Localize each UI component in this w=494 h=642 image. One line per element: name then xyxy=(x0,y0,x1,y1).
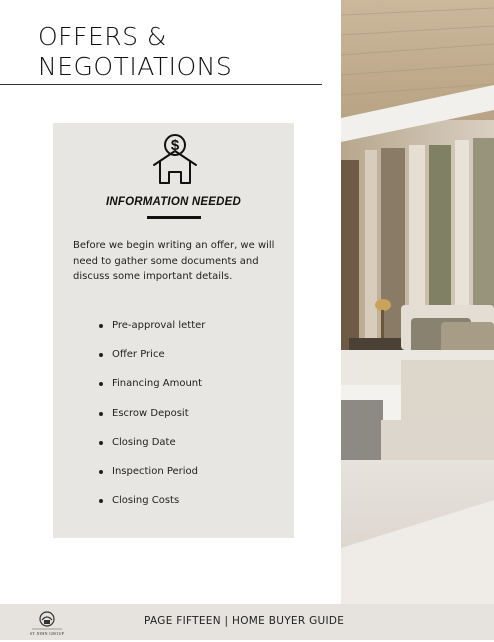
page-title xyxy=(38,22,232,82)
svg-text:$: $ xyxy=(170,137,180,154)
list-item: Financing Amount xyxy=(99,377,205,406)
card-heading: INFORMATION NEEDED xyxy=(106,196,241,208)
page-title-line-1: OFFERS & xyxy=(38,22,167,51)
bedroom-photo xyxy=(341,0,494,604)
list-item: Escrow Deposit xyxy=(99,407,205,436)
title-divider xyxy=(0,84,322,85)
required-items-list xyxy=(99,319,205,523)
page-title-line-2: NEGOTIATIONS xyxy=(38,52,233,81)
footer-page-label: PAGE FIFTEEN | HOME BUYER GUIDE xyxy=(144,615,345,627)
list-item: Closing Costs xyxy=(99,494,205,523)
house-dollar-icon xyxy=(151,129,199,185)
list-item: Pre-approval letter xyxy=(99,319,205,348)
page-footer xyxy=(0,604,494,640)
list-item: Inspection Period xyxy=(99,465,205,494)
card-intro-text: Before we begin writing an offer, we will need to gather some documents and discuss some important details. xyxy=(73,240,275,282)
information-card xyxy=(53,123,294,538)
brand-logo-icon xyxy=(30,609,64,637)
list-item: Offer Price xyxy=(99,348,205,377)
list-item: Closing Date xyxy=(99,436,205,465)
card-heading-underline xyxy=(147,216,201,219)
svg-text:ST JOHN GROUP: ST JOHN GROUP xyxy=(30,631,64,636)
